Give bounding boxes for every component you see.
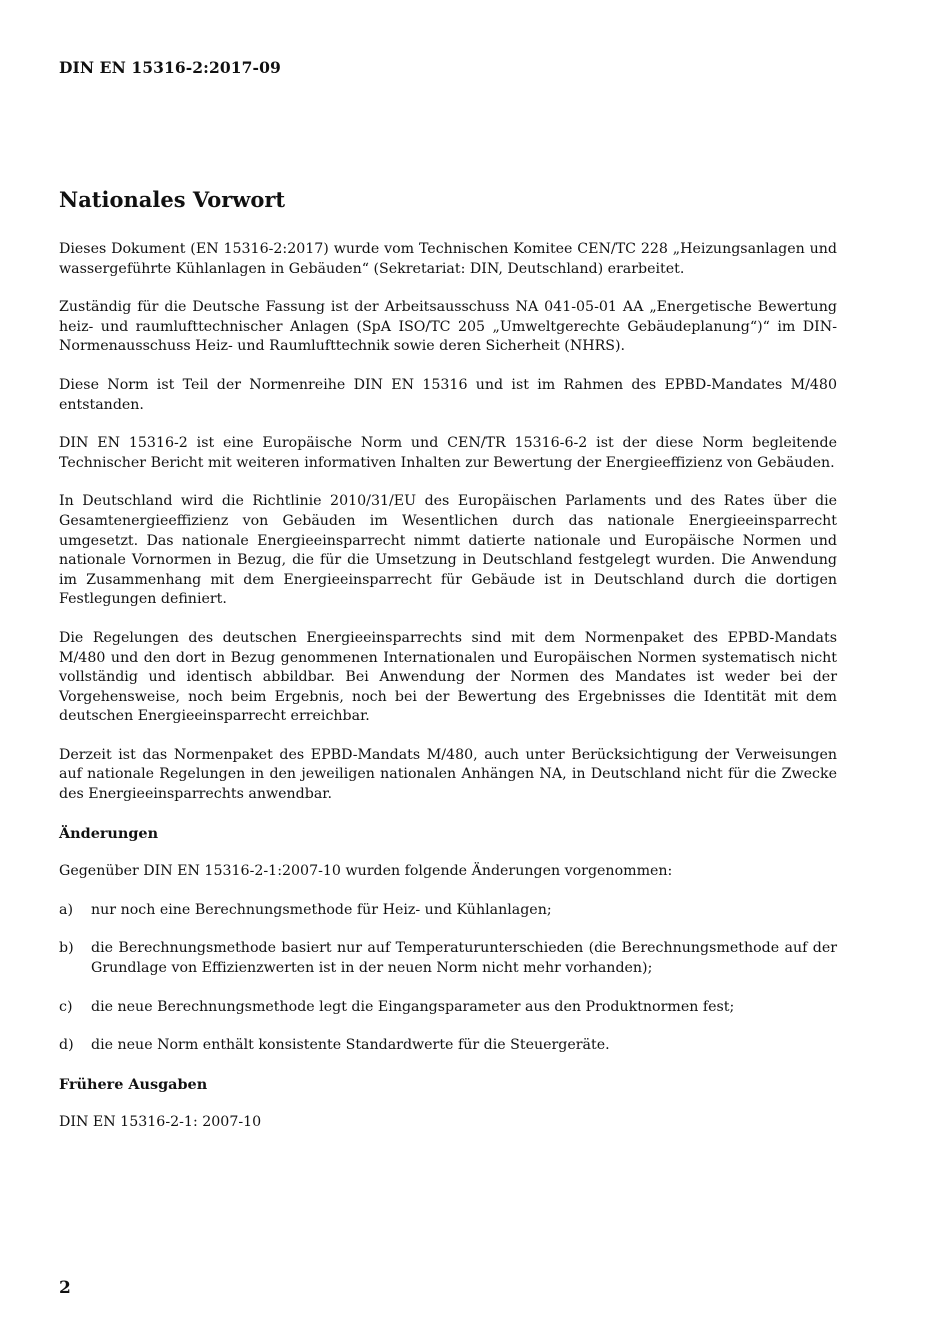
list-marker: d) — [59, 1037, 74, 1054]
paragraph-3: Diese Norm ist Teil der Normenreihe DIN EN 15316 und ist im Rahmen des EPBD-Mandates M/480 entstanden. — [59, 376, 837, 413]
changes-list — [59, 901, 837, 1056]
paragraph-1: Dieses Dokument (EN 15316-2:2017) wurde vom Technischen Komitee CEN/TC 228 „Heizungsanlagen und wassergeführte Kühlanlagen in Gebäuden“ (Sekretariat: DIN, Deutschland) erarbeitet. — [59, 241, 837, 277]
list-marker: b) — [59, 940, 74, 957]
earlier-editions-heading: Frühere Ausgaben — [59, 1075, 208, 1093]
changes-intro: Gegenüber DIN EN 15316-2-1:2007-10 wurden folgende Änderungen vorgenommen: — [59, 863, 673, 880]
list-item — [59, 998, 837, 1018]
list-item-text: die Berechnungsmethode basiert nur auf Temperaturunterschieden (die Berechnungsmethode auf der Grundlage von Effizienzwerten ist in der neuen Norm nicht mehr vorhanden); — [91, 940, 837, 977]
list-item — [59, 939, 837, 978]
paragraph-2: Zuständig für die Deutsche Fassung ist der Arbeitsausschuss NA 041-05-01 AA „Energetische Bewertung heiz- und raumlufttechnischer Anlagen (SpA ISO/TC 205 „Umweltgerechte Gebäudeplanung“)“ im DIN-Normenausschuss Heiz- und Raumlufttechnik sowie deren Sicherheit (NHRS). — [59, 299, 837, 355]
page-number: 2 — [59, 1278, 71, 1298]
document-body — [59, 240, 837, 1152]
list-item-text: die neue Norm enthält konsistente Standardwerte für die Steuergeräte. — [91, 1037, 610, 1054]
paragraph-6: Die Regelungen des deutschen Energieeinsparrechts sind mit dem Normenpaket des EPBD-Mandats M/480 und den dort in Bezug genommenen Internationalen und Europäischen Normen systematisch nicht vollständig und identisch abbildbar. Bei Anwendung der Normen des Mandates ist weder bei der Vorgehensweise, noch beim Ergebnis, noch bei der Bewertung des Ergebnisses die Identität mit dem deutschen Energieeinsparrecht erreichbar. — [59, 629, 837, 725]
list-marker: a) — [59, 901, 73, 918]
list-item-text: nur noch eine Berechnungsmethode für Heiz- und Kühlanlagen; — [91, 901, 552, 918]
changes-heading: Änderungen — [59, 824, 159, 842]
paragraph-5: In Deutschland wird die Richtlinie 2010/31/EU des Europäischen Parlaments und des Rates über die Gesamtenergieeffizienz von Gebäuden im Wesentlichen durch das nationale Energieeinsparrecht umgesetzt. Das nationale Energieeinsparrecht nimmt datierte nationale und Europäische Normen und nationale Vornormen in Bezug, die für die Umsetzung in Deutschland festgelegt wurden. Die Anwendung im Zusammenhang mit dem Energieeinsparrecht für Gebäude ist in Deutschland durch die dortigen Festlegungen definiert. — [59, 493, 837, 608]
list-item — [59, 1036, 837, 1056]
list-item-text: die neue Berechnungsmethode legt die Eingangsparameter aus den Produktnormen fest; — [91, 998, 735, 1015]
list-item — [59, 901, 837, 921]
list-marker: c) — [59, 998, 73, 1015]
paragraph-4: DIN EN 15316-2 ist eine Europäische Norm und CEN/TR 15316-6-2 ist der diese Norm begleitende Technischer Bericht mit weiteren informativen Inhalten zur Bewertung der Energieeffizienz von Gebäuden. — [59, 435, 837, 471]
section-title: Nationales Vorwort — [59, 187, 286, 212]
paragraph-7: Derzeit ist das Normenpaket des EPBD-Mandats M/480, auch unter Berücksichtigung der Verweisungen auf nationale Regelungen in den jeweiligen nationalen Anhängen NA, in Deutschland nicht für die Zwecke des Energieeinsparrechts anwendbar. — [59, 746, 837, 803]
earlier-editions-text: DIN EN 15316-2-1: 2007-10 — [59, 1114, 262, 1131]
document-id-header: DIN EN 15316-2:2017-09 — [59, 58, 281, 77]
